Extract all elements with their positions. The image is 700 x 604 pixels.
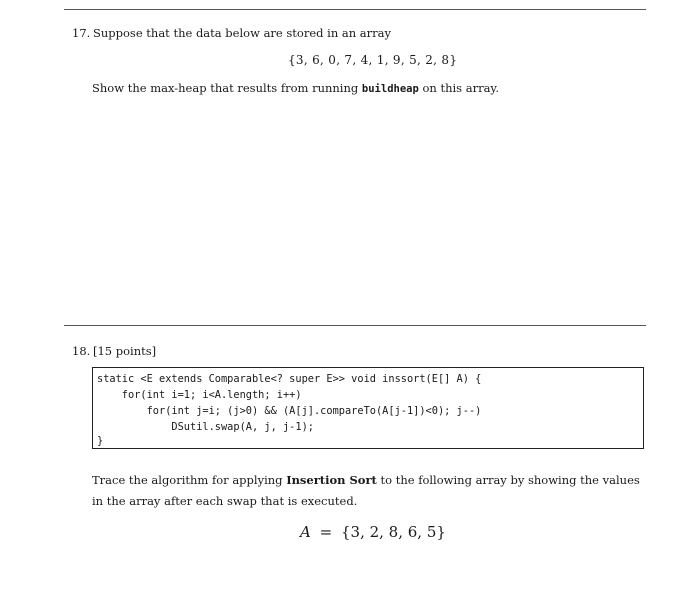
code-line-1: static <E extends Comparable<? super E>> void inssort(E[] A) { xyxy=(97,373,482,385)
q18-array-values: {3, 2, 8, 6, 5} xyxy=(340,523,446,541)
q18-trace-post: to the following array by showing the values in the array after each swap that is executed. xyxy=(92,473,640,508)
code-line-3: for(int j=i; (j>0) && (A[j].compareTo(A[j-1])<0); j--) xyxy=(97,405,482,417)
q18-number: 18. xyxy=(72,344,91,358)
q18-array-eq: = xyxy=(319,523,333,541)
q18-points: [15 points] xyxy=(93,344,157,358)
q17-instruction-post: on this array. xyxy=(422,81,500,95)
q18-array-var: A xyxy=(300,523,311,541)
q18-trace-bold: Insertion Sort xyxy=(286,473,377,487)
q17-instruction-pre: Show the max-heap that results from running xyxy=(92,81,359,95)
q18-trace-instruction xyxy=(92,470,652,512)
code-line-5: } xyxy=(97,435,104,447)
q17-instruction xyxy=(92,81,499,95)
q17-array: {3, 6, 0, 7, 4, 1, 9, 5, 2, 8} xyxy=(288,53,458,67)
code-line-2: for(int i=1; i<A.length; i++) xyxy=(97,389,302,401)
q18-array-expression xyxy=(300,523,446,541)
top-divider xyxy=(64,9,646,10)
code-line-4: DSutil.swap(A, j, j-1); xyxy=(97,421,314,433)
q17-intro: Suppose that the data below are stored in an array xyxy=(93,26,392,40)
code-box xyxy=(92,367,644,449)
q17-instruction-code: buildheap xyxy=(361,83,419,95)
q18-trace-pre: Trace the algorithm for applying xyxy=(92,473,283,487)
q17-number: 17. xyxy=(72,26,91,40)
middle-divider xyxy=(64,325,646,326)
